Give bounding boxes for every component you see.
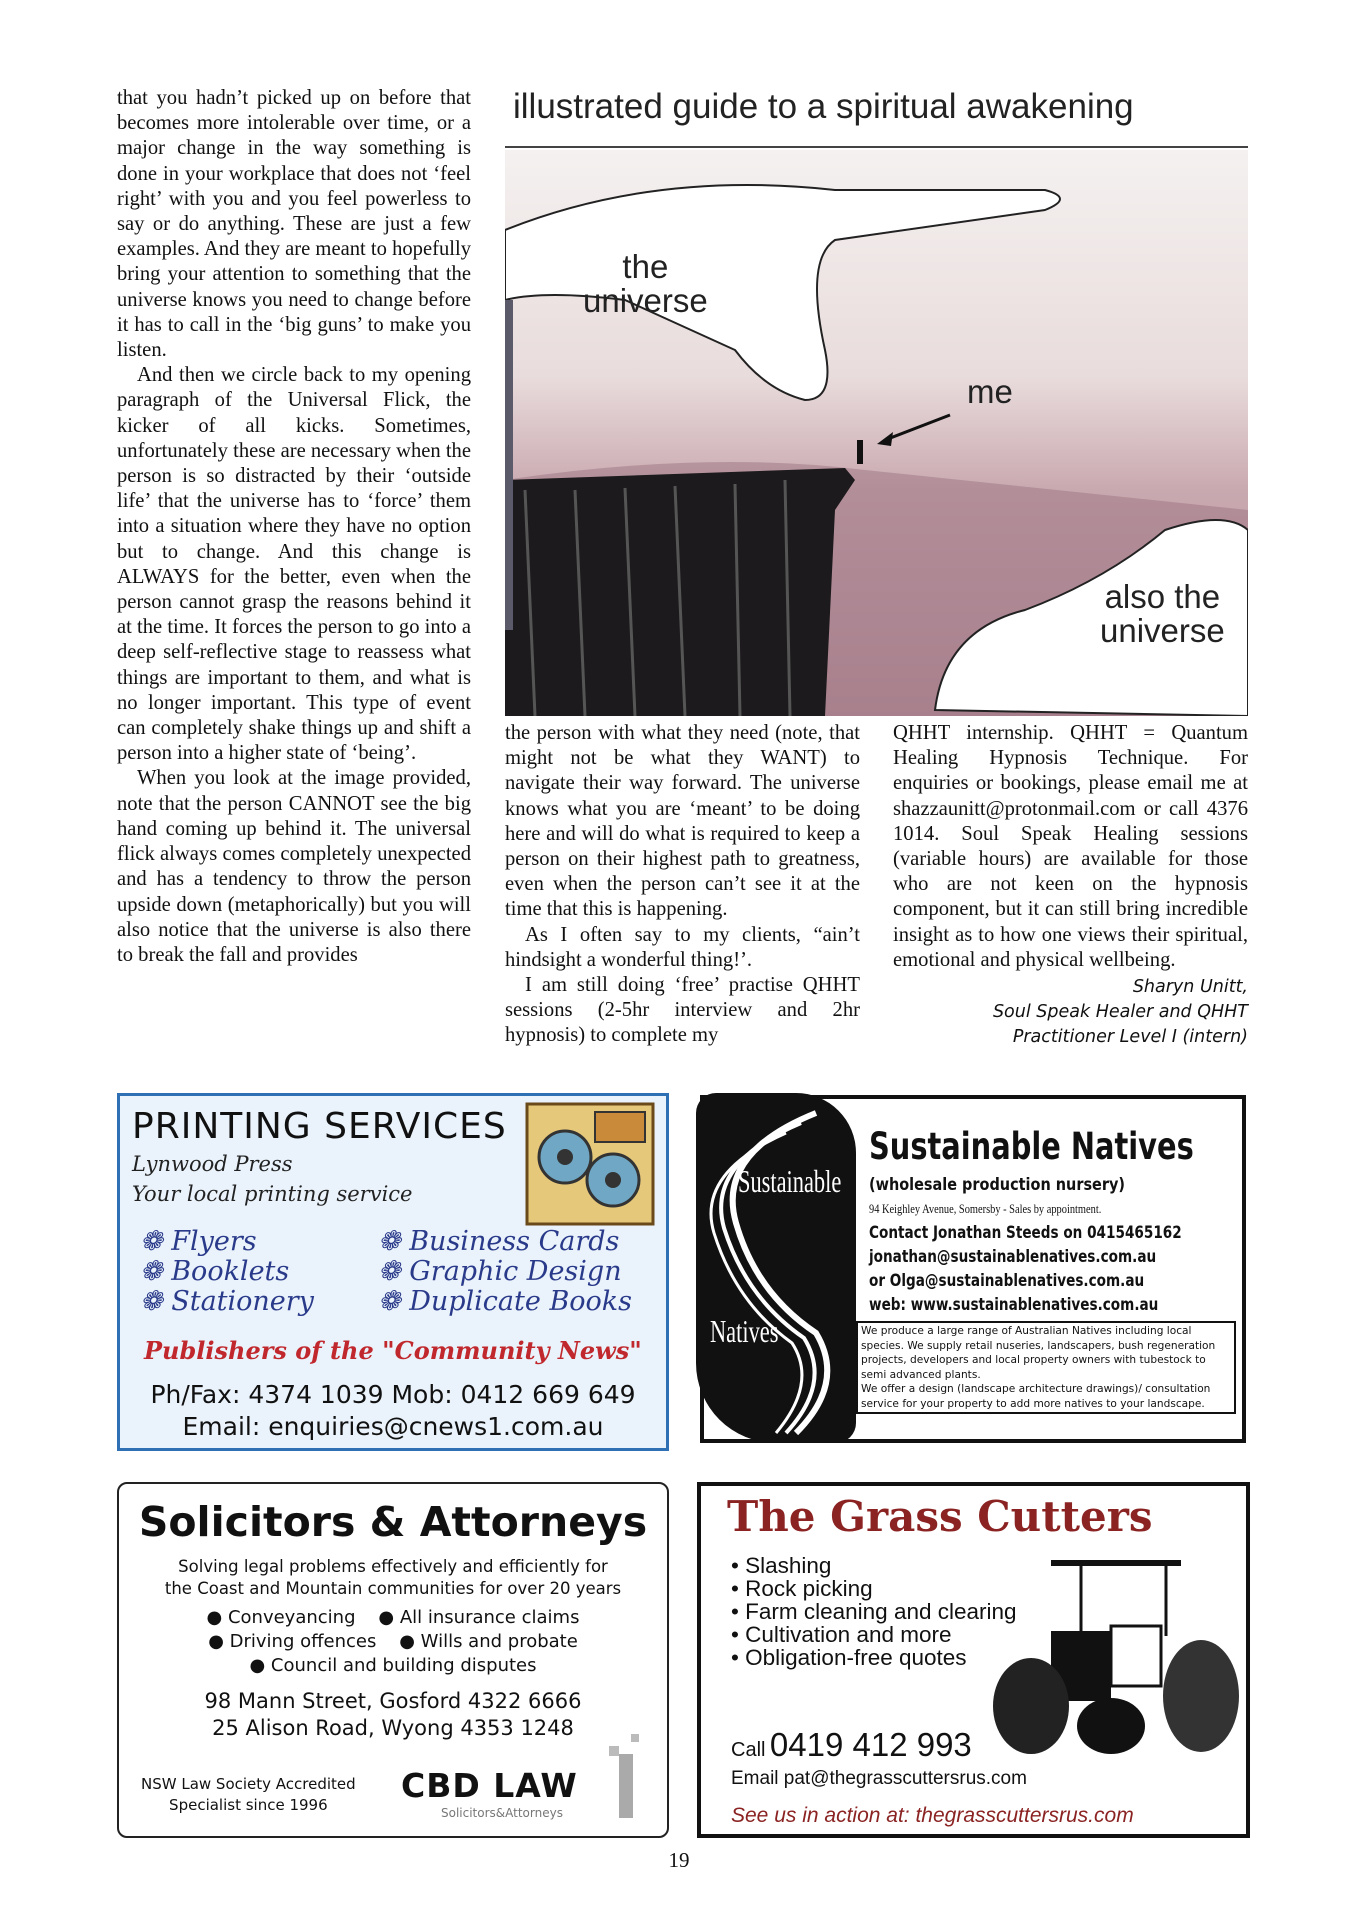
divider	[505, 146, 1248, 148]
natives-logo: Sustainable Natives	[696, 1093, 856, 1443]
ad-cbd-law	[117, 1482, 669, 1838]
article-paragraph: the person with what they need (note, that might not be what they WANT) to navigate their way forward. The universe knows what you are ‘meant’ to be doing here and will do what is required to keep a person on their highest path to greatness, even when the person can’t see it at the time that this is happening.	[505, 722, 860, 921]
article-middle-column	[505, 721, 860, 1049]
ad-printing-services	[117, 1093, 669, 1451]
service-stationery: ❁ Stationery	[140, 1286, 314, 1317]
ad-email: jonathan@sustainablenatives.com.au	[869, 1247, 1157, 1267]
ad-address: 94 Keighley Avenue, Somersby - Sales by appointment.	[869, 1201, 1102, 1216]
cbd-law-logo-mark-icon	[619, 1754, 633, 1818]
ad-services: • Slashing • Rock picking • Farm cleaning and clearing • Cultivation and more • Obligation-free quotes	[731, 1553, 1017, 1670]
ad-email: Email: enquiries@cnews1.com.au	[182, 1412, 604, 1441]
ad-tagline: Your local printing service	[132, 1182, 413, 1206]
ad-addresses: 98 Mann Street, Gosford 4322 6666 25 Alison Road, Wyong 4353 1248	[204, 1689, 582, 1740]
illustration-title: illustrated guide to a spiritual awakening	[513, 87, 1134, 126]
article-paragraph: QHHT internship. QHHT = Quantum Healing Hypnosis Technique. For enquiries or bookings, please email me at shazzaunitt@protonmail.com or call 4376 1014. Soul Speak Healing sessions (variable hours) are available for those who are not keen on the hypnosis component, but it can still bring incredible insight as to how one views their spiritual, emotional and physical wellbeing.	[893, 722, 1248, 971]
label-me: me	[967, 373, 1013, 410]
ad-publisher: Publishers of the "Community News"	[144, 1336, 642, 1365]
ad-sustainable-natives	[700, 1095, 1246, 1443]
page-number: 19	[668, 1848, 690, 1872]
ad-description: We produce a large range of Australian Natives including local species. We supply retail nuseries, landscapers, bush regeneration projects, developers and local property owners with tubestock to semi advanced plants. We offer a design (landscape architecture drawings)/ consultation service for your property to add more natives to your landscape.	[856, 1321, 1236, 1414]
cbd-law-logo: CBD LAW	[401, 1766, 578, 1805]
ad-company: Lynwood Press	[132, 1152, 293, 1176]
service-graphic-design: ❁ Graphic Design	[378, 1256, 622, 1287]
ad-title: Sustainable Natives	[869, 1125, 1194, 1168]
service-flyers: ❁ Flyers	[140, 1226, 257, 1257]
ad-phone: Ph/Fax: 4374 1039 Mob: 0412 669 649	[150, 1380, 636, 1409]
label-also-the-universe: also the universe	[1100, 578, 1225, 649]
ad-title: PRINTING SERVICES	[132, 1106, 507, 1147]
ad-website: See us in action at: thegrasscuttersrus.com	[731, 1804, 1134, 1827]
ad-accreditation: NSW Law Society Accredited Specialist since 1996	[141, 1775, 356, 1814]
cbd-law-logo-sub: Solicitors&Attorneys	[441, 1806, 563, 1820]
ad-website: web: www.sustainablenatives.com.au	[869, 1295, 1159, 1315]
article-paragraph: I am still doing ‘free’ practise QHHT sessions (2-5hr interview and 2hr hypnosis) to complete my	[505, 974, 860, 1047]
service-duplicate-books: ❁ Duplicate Books	[378, 1286, 633, 1317]
service-business-cards: ❁ Business Cards	[378, 1226, 620, 1257]
article-right-column	[893, 721, 1248, 1050]
ad-subtitle: (wholesale production nursery)	[869, 1175, 1126, 1195]
author-signature: Sharyn Unitt, Soul Speak Healer and QHHT Practitioner Level I (intern)	[992, 977, 1248, 1048]
article-paragraph: As I often say to my clients, “ain’t hindsight a wonderful thing!’.	[505, 923, 860, 971]
label-the-universe: the universe	[583, 248, 708, 319]
article-left-column	[117, 86, 471, 968]
ad-tagline: Solving legal problems effectively and efficiently for the Coast and Mountain communities for over 20 years	[164, 1557, 622, 1598]
ad-phone: Call 0419 412 993	[731, 1726, 972, 1763]
ad-title: Solicitors & Attorneys	[138, 1498, 648, 1546]
ad-services: ● Conveyancing ● All insurance claims ● Driving offences ● Wills and probate ● Council and building disputes	[206, 1607, 580, 1676]
illustration	[505, 86, 1248, 716]
article-paragraph: And then we circle back to my opening paragraph of the Universal Flick, the kicker of all kicks. Sometimes, unfortunately these are necessary when the person is so distracted by their ‘outside life’ that the universe has to ‘force’ them into a situation where they have no option but to change. And this change is ALWAYS for the better, even when the person cannot grasp the reasons behind it at the time. It forces the person to go into a deep self-reflective stage to reassess what things are important to them, and what is no longer important. This type of event can completely shake things up and shift a person into a higher state of ‘being’.	[117, 364, 471, 765]
ad-email: Email pat@thegrasscuttersrus.com	[731, 1768, 1027, 1789]
illustration-image	[505, 150, 1248, 716]
tractor-icon	[991, 1556, 1241, 1756]
person-figure	[857, 440, 863, 464]
ad-title: The Grass Cutters	[727, 1492, 1153, 1541]
service-booklets: ❁ Booklets	[140, 1256, 290, 1287]
article-paragraph: When you look at the image provided, note that the person CANNOT see the big hand coming up behind it. The universal flick always comes completely unexpected and has a tendency to throw the person upside down (metaphorically) but you will also notice that the universe is also there to break the fall and provides	[117, 767, 471, 966]
article-paragraph: that you hadn’t picked up on before that becomes more intolerable over time, or a major change in the way something is done in your workplace that does not ‘feel right’ with you and you feel powerless to say or do anything. These are just a few examples. And they are meant to hopefully bring your attention to something that the universe knows you need to change before it has to call in the ‘big guns’ to make you listen.	[117, 87, 471, 362]
ad-grass-cutters	[697, 1482, 1250, 1838]
ad-contact: Contact Jonathan Steeds on 0415465162	[869, 1223, 1182, 1243]
printing-press-logo	[525, 1102, 655, 1226]
ad-email: or Olga@sustainablenatives.com.au	[869, 1271, 1145, 1291]
